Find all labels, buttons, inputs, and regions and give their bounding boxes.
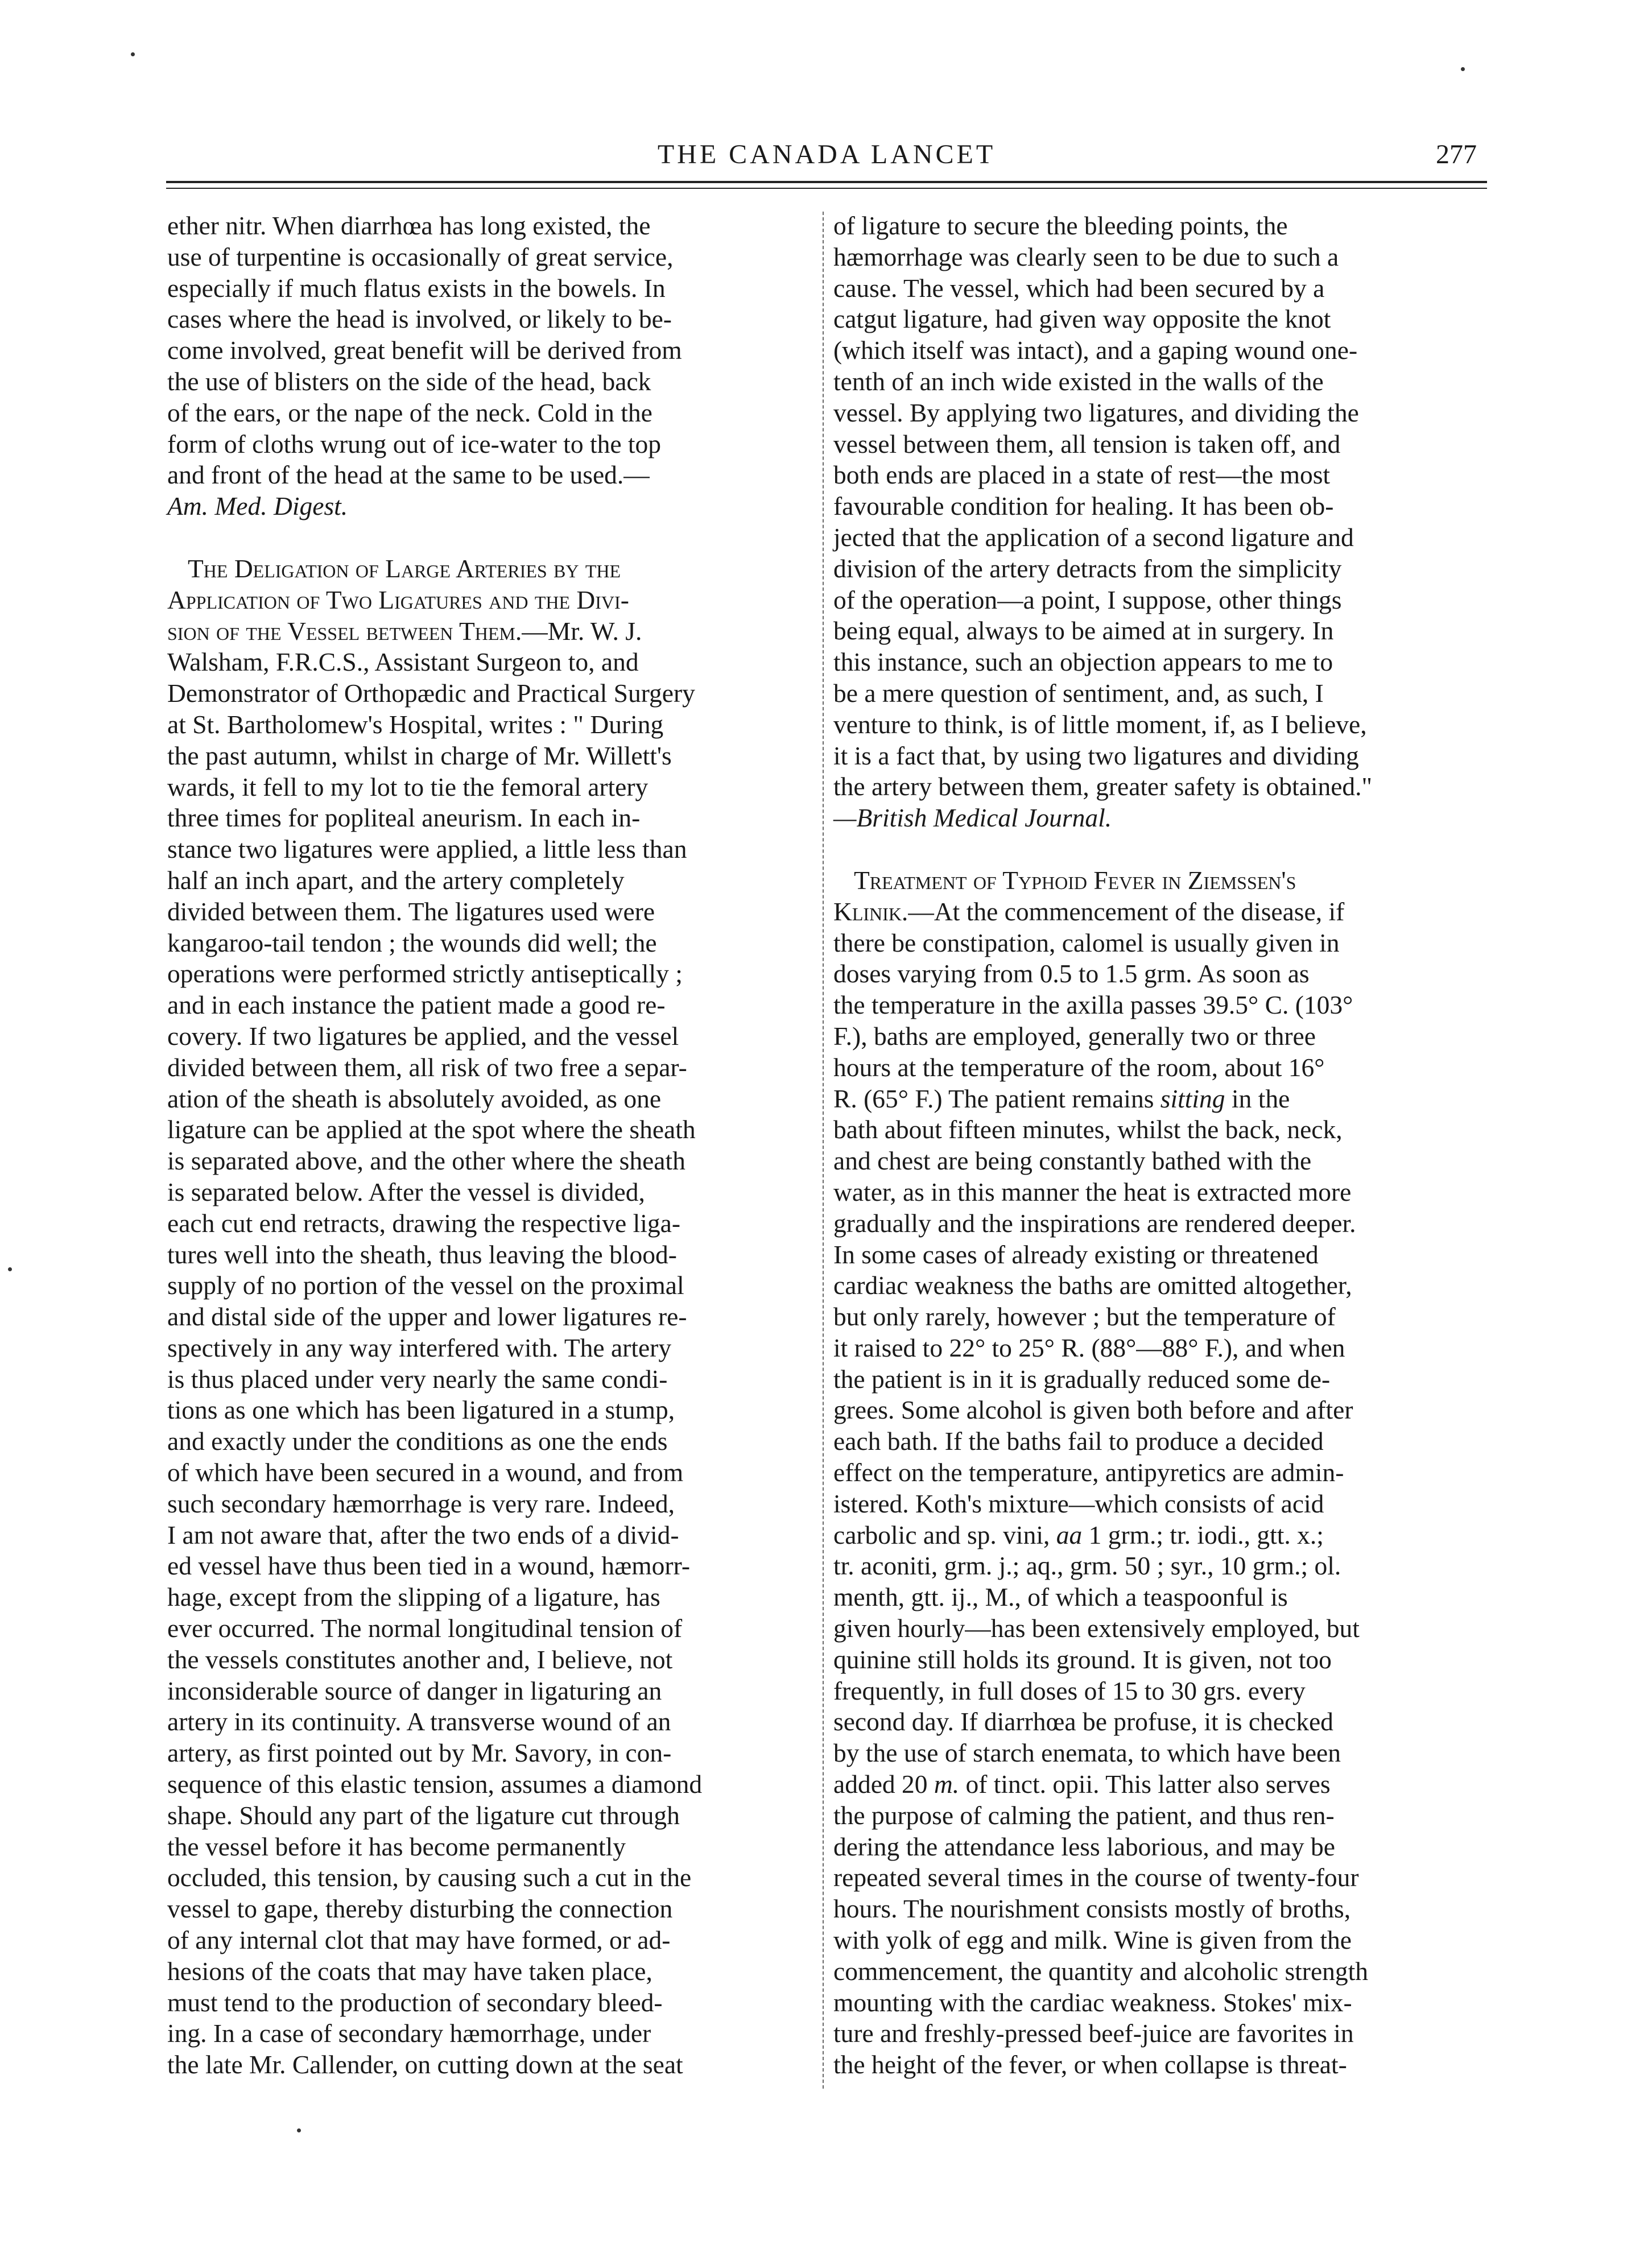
text-line: by the use of starch enemata, to which have been bbox=[833, 1738, 1341, 1768]
text-line: the use of blisters on the side of the head, back bbox=[167, 366, 651, 396]
text-line: divided between them. The ligatures used were bbox=[167, 896, 655, 926]
text-line: the vessel before it has become permanently bbox=[167, 1832, 626, 1861]
text-line: division of the artery detracts from the simplicity bbox=[833, 553, 1342, 583]
text-line: bath about fifteen minutes, whilst the back, neck, bbox=[833, 1115, 1343, 1144]
text-line: doses varying from 0.5 to 1.5 grm. As soon as bbox=[833, 959, 1310, 989]
text-line: come involved, great benefit will be derived from bbox=[167, 336, 682, 365]
italic-word: m. bbox=[934, 1770, 960, 1799]
text-line: is separated above, and the other where the sheath bbox=[167, 1146, 685, 1176]
author-intro: —Mr. W. J. bbox=[522, 616, 642, 646]
text-line: of which have been secured in a wound, and from bbox=[167, 1458, 684, 1487]
paragraph-diarrhoea-treatment bbox=[167, 210, 813, 522]
text-line: repeated several times in the course of twenty-four bbox=[833, 1863, 1359, 1892]
page-number: 277 bbox=[1436, 139, 1477, 170]
text-line: the past autumn, whilst in charge of Mr. Willett's bbox=[167, 741, 672, 770]
text-line: vessel between them, all tension is taken off, and bbox=[833, 429, 1341, 458]
text-line: wards, it fell to my lot to tie the femoral artery bbox=[167, 772, 649, 801]
text-line: ligature can be applied at the spot where the sheath bbox=[167, 1115, 696, 1144]
text-line: form of cloths wrung out of ice-water to the top bbox=[167, 429, 662, 458]
running-title: THE CANADA LANCET bbox=[657, 139, 996, 170]
text-line: it raised to 22° to 25° R. (88°—88° F.), and when bbox=[833, 1333, 1345, 1362]
text-line: quinine still holds its ground. It is given, not too bbox=[833, 1644, 1332, 1674]
text-line: cardiac weakness the baths are omitted altogether, bbox=[833, 1271, 1352, 1300]
text-line: given hourly—has been extensively employed, but bbox=[833, 1614, 1360, 1643]
text-line: be a mere question of sentiment, and, as such, I bbox=[833, 678, 1324, 708]
text-line: frequently, in full doses of 15 to 30 grs. every bbox=[833, 1676, 1306, 1705]
italic-word: sitting bbox=[1160, 1084, 1225, 1113]
text-line: of any internal clot that may have formed, or ad- bbox=[167, 1925, 671, 1955]
text-line: especially if much flatus exists in the bowels. In bbox=[167, 273, 666, 303]
text-line: half an inch apart, and the artery completely bbox=[167, 865, 625, 895]
text-line: of the operation—a point, I suppose, other things bbox=[833, 585, 1342, 614]
text-line: ether nitr. When diarrhœa has long existed, the bbox=[167, 211, 651, 240]
text-line: menth, gtt. ij., M., of which a teaspoonful is bbox=[833, 1582, 1288, 1612]
text-line: dering the attendance less laborious, and may be bbox=[833, 1832, 1335, 1861]
text-line bbox=[833, 1084, 1479, 1115]
text-line: cause. The vessel, which had been secured by a bbox=[833, 273, 1325, 303]
text-line: tenth of an inch wide existed in the walls of the bbox=[833, 366, 1324, 396]
text-line: is thus placed under very nearly the same condi- bbox=[167, 1364, 668, 1394]
text-line: istered. Koth's mixture—which consists of acid bbox=[833, 1489, 1324, 1518]
text-line: but only rarely, however ; but the temperature of bbox=[833, 1302, 1336, 1332]
article-heading-line: Application of Two Ligatures and the Divi- bbox=[167, 585, 629, 614]
text-line: artery, as first pointed out by Mr. Savory, in con- bbox=[167, 1738, 672, 1768]
page-header bbox=[166, 135, 1487, 187]
text-line: and front of the head at the same to be used.— bbox=[167, 460, 650, 490]
text-line: tions as one which has been ligatured in a stump, bbox=[167, 1395, 675, 1425]
text-line: gradually and the inspirations are rendered deeper. bbox=[833, 1208, 1356, 1238]
text-line: use of turpentine is occasionally of great service, bbox=[167, 242, 674, 271]
scan-speck bbox=[1461, 67, 1465, 71]
article-heading-line: Klinik. bbox=[833, 896, 908, 926]
text-line bbox=[833, 1769, 1479, 1800]
text-line: catgut ligature, had given way opposite the knot bbox=[833, 304, 1331, 334]
scan-speck bbox=[8, 1267, 12, 1271]
text-line: covery. If two ligatures be applied, and the vessel bbox=[167, 1021, 679, 1051]
text-line: of the ears, or the nape of the neck. Cold in the bbox=[167, 398, 652, 427]
text-line: commencement, the quantity and alcoholic strength bbox=[833, 1956, 1369, 1986]
text-line: divided between them, all risk of two free a separ- bbox=[167, 1052, 687, 1082]
text-line: each bath. If the baths fail to produce a decided bbox=[833, 1427, 1324, 1456]
text-line: sequence of this elastic tension, assumes a diamond bbox=[167, 1770, 703, 1799]
text-line: ation of the sheath is absolutely avoided, as one bbox=[167, 1084, 662, 1113]
text-line: F.), baths are employed, generally two or three bbox=[833, 1021, 1316, 1051]
text-line: favourable condition for healing. It has been ob- bbox=[833, 491, 1334, 521]
text-line: tr. aconiti, grm. j.; aq., grm. 50 ; syr., 10 grm.; ol. bbox=[833, 1551, 1341, 1581]
text-line: venture to think, is of little moment, if, as I believe, bbox=[833, 709, 1367, 739]
text-line: the artery between them, greater safety is obtained." bbox=[833, 772, 1373, 801]
text-line: tures well into the sheath, thus leaving the blood- bbox=[167, 1239, 677, 1269]
text-line: supply of no portion of the vessel on the proximal bbox=[167, 1271, 684, 1300]
text-line: ever occurred. The normal longitudinal tension of bbox=[167, 1614, 683, 1643]
text-line: vessel. By applying two ligatures, and dividing the bbox=[833, 398, 1359, 427]
text-line: I am not aware that, after the two ends of a divid- bbox=[167, 1520, 679, 1549]
header-rule-thick bbox=[166, 181, 1487, 183]
text-line: there be constipation, calomel is usually given in bbox=[833, 928, 1340, 957]
text-line: it is a fact that, by using two ligatures and dividing bbox=[833, 741, 1359, 770]
text-line: jected that the application of a second ligature and bbox=[833, 522, 1354, 552]
text-line: stance two ligatures were applied, a little less than bbox=[167, 834, 687, 864]
text-line: inconsiderable source of danger in ligaturing an bbox=[167, 1676, 662, 1705]
text-line: and distal side of the upper and lower ligatures re- bbox=[167, 1302, 687, 1332]
article-heading-line: The Deligation of Large Arteries by the bbox=[188, 553, 621, 583]
text-line: effect on the temperature, antipyretics are admin- bbox=[833, 1458, 1344, 1487]
text-line: both ends are placed in a state of rest—the most bbox=[833, 460, 1331, 490]
text-line: grees. Some alcohol is given both before and after bbox=[833, 1395, 1353, 1425]
text-line: and in each instance the patient made a good re- bbox=[167, 990, 666, 1020]
text-line: ing. In a case of secondary hæmorrhage, under bbox=[167, 2019, 651, 2048]
text-line: three times for popliteal aneurism. In each in- bbox=[167, 803, 641, 833]
text-line: this instance, such an objection appears to me to bbox=[833, 647, 1333, 677]
text-line: each cut end retracts, drawing the respective liga- bbox=[167, 1208, 680, 1238]
article-deligation-continued bbox=[833, 210, 1479, 834]
article-typhoid-fever-treatment bbox=[833, 865, 1479, 2081]
text-line: Walsham, F.R.C.S., Assistant Surgeon to, and bbox=[167, 647, 639, 677]
text-line: Demonstrator of Orthopædic and Practical Surgery bbox=[167, 679, 695, 708]
text-line: hage, except from the slipping of a ligature, has bbox=[167, 1582, 660, 1612]
column-divider bbox=[823, 212, 824, 2089]
header-rule-thin bbox=[166, 188, 1487, 189]
text-line: artery in its continuity. A transverse wound of an bbox=[167, 1707, 671, 1737]
italic-word: aa bbox=[1056, 1520, 1083, 1549]
text-line: hesions of the coats that may have taken place, bbox=[167, 1956, 652, 1986]
text-line: kangaroo-tail tendon ; the wounds did well; the bbox=[167, 928, 657, 957]
text-line: ed vessel have thus been tied in a wound, hæmorr- bbox=[167, 1551, 690, 1581]
text-fragment: R. (65° F.) The patient remains bbox=[833, 1084, 1160, 1113]
text-line: vessel to gape, thereby disturbing the connection bbox=[167, 1894, 673, 1924]
text-line: the patient is in it is gradually reduced some de- bbox=[833, 1364, 1331, 1394]
text-line: the purpose of calming the patient, and thus ren- bbox=[833, 1800, 1335, 1830]
source-citation: —British Medical Journal. bbox=[833, 803, 1112, 833]
text-fragment: 1 grm.; tr. iodi., gtt. x.; bbox=[1082, 1520, 1324, 1549]
text-line: ture and freshly-pressed beef-juice are favorites in bbox=[833, 2019, 1354, 2048]
text-line: at St. Bartholomew's Hospital, writes : " During bbox=[167, 709, 664, 739]
text-line: water, as in this manner the heat is extracted more bbox=[833, 1177, 1352, 1206]
text-line: spectively in any way interfered with. The artery bbox=[167, 1333, 672, 1362]
text-line: In some cases of already existing or threatened bbox=[833, 1239, 1319, 1269]
text-line: (which itself was intact), and a gaping wound one- bbox=[833, 336, 1358, 365]
article-deligation-of-arteries bbox=[167, 553, 813, 2081]
text-line: second day. If diarrhœa be profuse, it is checked bbox=[833, 1707, 1333, 1737]
text-line: and exactly under the conditions as one the ends bbox=[167, 1427, 668, 1456]
text-line: occluded, this tension, by causing such a cut in the bbox=[167, 1863, 692, 1892]
source-citation: Am. Med. Digest. bbox=[167, 491, 348, 521]
text-line: the temperature in the axilla passes 39.5° C. (103° bbox=[833, 990, 1353, 1020]
text-line: of ligature to secure the bleeding points, the bbox=[833, 211, 1288, 240]
text-line: hours. The nourishment consists mostly of broths, bbox=[833, 1894, 1351, 1924]
text-line: operations were performed strictly antiseptically ; bbox=[167, 959, 683, 989]
text-line: hours at the temperature of the room, about 16° bbox=[833, 1052, 1325, 1082]
text-line: the vessels constitutes another and, I believe, not bbox=[167, 1644, 673, 1674]
text-line: must tend to the production of secondary bleed- bbox=[167, 1987, 663, 2017]
text-line bbox=[833, 1520, 1479, 1551]
text-line: such secondary hæmorrhage is very rare. Indeed, bbox=[167, 1489, 675, 1518]
text-line: being equal, always to be aimed at in surgery. In bbox=[833, 616, 1334, 646]
text-line: mounting with the cardiac weakness. Stokes' mix- bbox=[833, 1987, 1352, 2017]
text-fragment: of tinct. opii. This latter also serves bbox=[959, 1770, 1331, 1799]
scan-speck bbox=[131, 52, 135, 56]
text-fragment: added 20 bbox=[833, 1770, 934, 1799]
paragraph-gap bbox=[167, 522, 813, 553]
text-line: cases where the head is involved, or likely to be- bbox=[167, 304, 672, 334]
text-line: shape. Should any part of the ligature cut through bbox=[167, 1800, 680, 1830]
right-column bbox=[833, 210, 1479, 2081]
text-line: with yolk of egg and milk. Wine is given from the bbox=[833, 1925, 1352, 1955]
article-heading-line: sion of the Vessel between Them. bbox=[167, 616, 522, 646]
text-line: is separated below. After the vessel is divided, bbox=[167, 1177, 645, 1206]
text-line: and chest are being constantly bathed with the bbox=[833, 1146, 1312, 1176]
text-fragment: in the bbox=[1225, 1084, 1290, 1113]
text-fragment: carbolic and sp. vini, bbox=[833, 1520, 1056, 1549]
text-line: hæmorrhage was clearly seen to be due to such a bbox=[833, 242, 1339, 271]
text-line: the late Mr. Callender, on cutting down at the seat bbox=[167, 2050, 683, 2080]
article-heading-line: Treatment of Typhoid Fever in Ziemssen's bbox=[854, 865, 1296, 895]
left-column bbox=[167, 210, 813, 2081]
text-line: —At the commencement of the disease, if bbox=[908, 896, 1345, 926]
paragraph-gap bbox=[833, 834, 1479, 865]
scan-speck bbox=[297, 2128, 301, 2132]
text-line: the height of the fever, or when collapse is threat- bbox=[833, 2050, 1347, 2080]
